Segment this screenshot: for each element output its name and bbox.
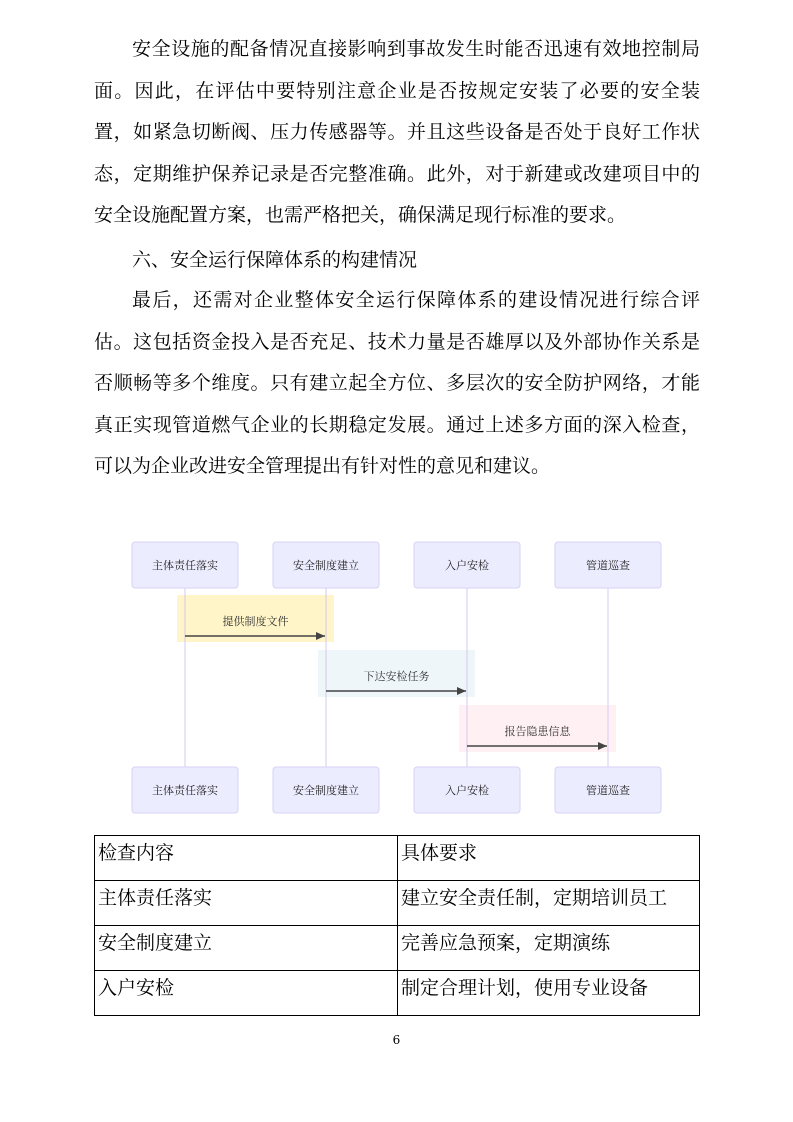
actor-box-top [555, 542, 661, 588]
actor-label: 入户安检 [445, 559, 489, 572]
actor-label: 安全制度建立 [293, 559, 359, 572]
paragraph-safety-system: 最后，还需对企业整体安全运行保障体系的建设情况进行综合评估。这包括资金投入是否充足、技术力量是否雄厚以及外部协作关系是否顺畅等多个维度。只有建立起全方位、多层次的安全防护网络，才能真正实现管道燃气企业的长期稳定发展。通过上述多方面的深入检查，可以为企业改进安全管理提出有针对性的意见和建议。 [94, 289, 700, 478]
inspection-table [94, 835, 700, 1016]
section-heading-6: 六、安全运行保障体系的构建情况 [132, 249, 418, 271]
actor-box-bottom [414, 767, 520, 813]
table-cell: 制定合理计划，使用专业设备 [398, 971, 700, 1016]
actor-box-top [273, 542, 379, 588]
actor-label: 入户安检 [445, 784, 489, 797]
table-row [95, 926, 700, 971]
table-cell: 主体责任落实 [95, 881, 398, 926]
actor-box-bottom [273, 767, 379, 813]
actor-box-bottom [132, 767, 238, 813]
table-row [95, 971, 700, 1016]
message-label: 提供制度文件 [222, 615, 289, 628]
actor-label: 管道巡查 [586, 559, 630, 572]
message-label: 下达安检任务 [363, 670, 430, 683]
message-label: 报告隐患信息 [504, 725, 571, 738]
actor-label: 管道巡查 [586, 784, 630, 797]
table-header-cell: 检查内容 [95, 836, 398, 881]
actor-box-top [414, 542, 520, 588]
table-row [95, 881, 700, 926]
table-header-cell: 具体要求 [398, 836, 700, 881]
actor-label: 主体责任落实 [152, 784, 218, 797]
table-cell: 入户安检 [95, 971, 398, 1016]
paragraph-safety-facilities: 安全设施的配备情况直接影响到事故发生时能否迅速有效地控制局面。因此，在评估中要特别注意企业是否按规定安装了必要的安全装置，如紧急切断阀、压力传感器等。并且这些设备是否处于良好工作状态，定期维护保养记录是否完整准确。此外，对于新建或改建项目中的安全设施配置方案，也需严格把关，确保满足现行标准的要求。 [94, 38, 700, 227]
table-cell: 完善应急预案，定期演练 [398, 926, 700, 971]
table-cell: 建立安全责任制，定期培训员工 [398, 881, 700, 926]
table-cell: 安全制度建立 [95, 926, 398, 971]
table-header-row [95, 836, 700, 881]
actor-label: 安全制度建立 [293, 784, 359, 797]
page-number: 6 [392, 1033, 401, 1047]
actor-label: 主体责任落实 [152, 559, 218, 572]
actor-box-top [132, 542, 238, 588]
actor-box-bottom [555, 767, 661, 813]
